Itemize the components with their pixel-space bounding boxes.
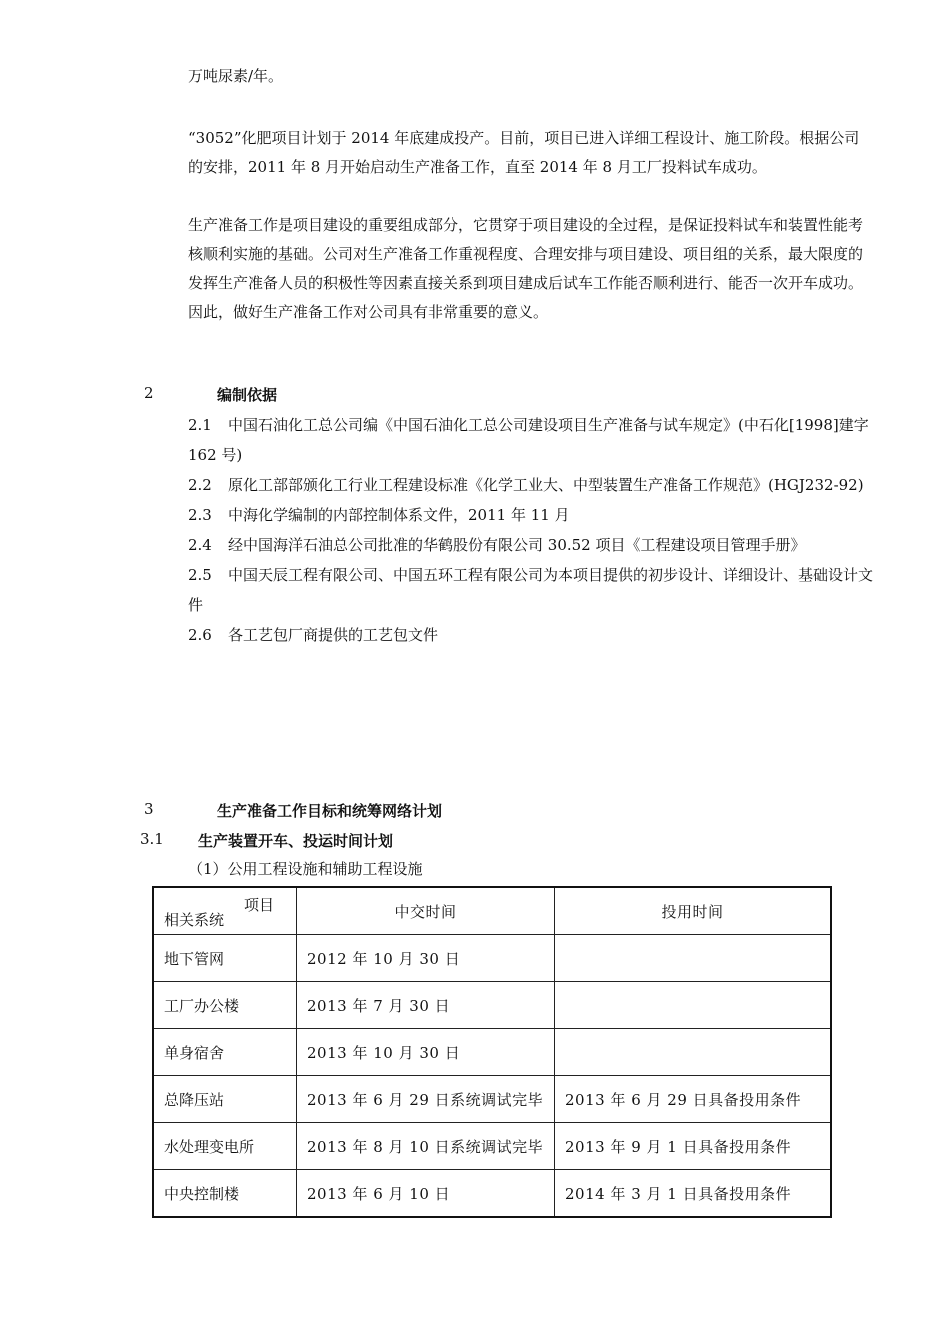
cell-system: 地下管网: [153, 935, 297, 982]
section-2-title: 编制依据: [217, 386, 278, 404]
cell-handover: 2013 年 6 月 29 日系统调试完毕: [297, 1076, 555, 1123]
cell-commission: [555, 1029, 832, 1076]
intro-line: 万吨尿素/年。: [188, 67, 284, 85]
cell-system: 水处理变电所: [153, 1123, 297, 1170]
cell-system: 中央控制楼: [153, 1170, 297, 1218]
cell-handover: 2013 年 7 月 30 日: [297, 982, 555, 1029]
reference-item: 2.3 中海化学编制的内部控制体系文件，2011 年 11 月: [188, 506, 570, 524]
cell-handover: 2013 年 8 月 10 日系统调试完毕: [297, 1123, 555, 1170]
reference-item: 2.5 中国天辰工程有限公司、中国五环工程有限公司为本项目提供的初步设计、详细设计、基础设计文件: [188, 566, 874, 614]
cell-handover: 2012 年 10 月 30 日: [297, 935, 555, 982]
table-row: [153, 982, 831, 1029]
cell-commission: 2013 年 6 月 29 日具备投用条件: [555, 1076, 832, 1123]
table-row: [153, 935, 831, 982]
section-3-number: 3: [144, 800, 154, 818]
intro-paragraph-1: “3052”化肥项目计划于 2014 年底建成投产。目前，项目已进入详细工程设计、施工阶段。根据公司的安排，2011 年 8 月开始启动生产准备工作，直至 2014 年 8 月工厂投料试车成功。: [188, 129, 860, 176]
header-commission: 投用时间: [555, 887, 832, 935]
header-corner-cell: [153, 887, 297, 935]
section-3-title: 生产准备工作目标和统筹网络计划: [217, 802, 443, 820]
cell-system: 工厂办公楼: [153, 982, 297, 1029]
table-caption: （1）公用工程设施和辅助工程设施: [188, 860, 423, 878]
table-row: [153, 1029, 831, 1076]
header-item-label: 项目: [243, 896, 274, 914]
cell-commission: [555, 982, 832, 1029]
table-row: [153, 1076, 831, 1123]
cell-system: 单身宿舍: [153, 1029, 297, 1076]
cell-handover: 2013 年 10 月 30 日: [297, 1029, 555, 1076]
subsection-3-1-title: 生产装置开车、投运时间计划: [198, 832, 394, 850]
reference-item: 2.4 经中国海洋石油总公司批准的华鹤股份有限公司 30.52 项目《工程建设项目管理手册》: [188, 536, 806, 554]
table-row: [153, 1123, 831, 1170]
table-header-row: [153, 887, 831, 935]
subsection-3-1-number: 3.1: [140, 830, 164, 848]
table-row: [153, 1170, 831, 1218]
section-2-number: 2: [144, 384, 154, 402]
cell-system: 总降压站: [153, 1076, 297, 1123]
cell-commission: 2014 年 3 月 1 日具备投用条件: [555, 1170, 832, 1218]
cell-commission: 2013 年 9 月 1 日具备投用条件: [555, 1123, 832, 1170]
schedule-table: [152, 886, 832, 1218]
reference-list: [188, 410, 878, 650]
cell-commission: [555, 935, 832, 982]
cell-handover: 2013 年 6 月 10 日: [297, 1170, 555, 1218]
reference-item: 2.1 中国石油化工总公司编《中国石油化工总公司建设项目生产准备与试车规定》(中石化[1998]建字 162 号): [188, 416, 869, 464]
header-system-label: 相关系统: [164, 911, 225, 929]
header-handover: 中交时间: [297, 887, 555, 935]
reference-item: 2.2 原化工部部颁化工行业工程建设标准《化学工业大、中型装置生产准备工作规范》(HGJ232-92): [188, 476, 864, 494]
reference-item: 2.6 各工艺包厂商提供的工艺包文件: [188, 626, 439, 644]
intro-paragraph-2: 生产准备工作是项目建设的重要组成部分，它贯穿于项目建设的全过程，是保证投料试车和装置性能考核顺利实施的基础。公司对生产准备工作重视程度、合理安排与项目建设、项目组的关系，最大限度的发挥生产准备人员的积极性等因素直接关系到项目建成后试车工作能否顺利进行、能否一次开车成功。因此，做好生产准备工作对公司具有非常重要的意义。: [188, 216, 864, 321]
